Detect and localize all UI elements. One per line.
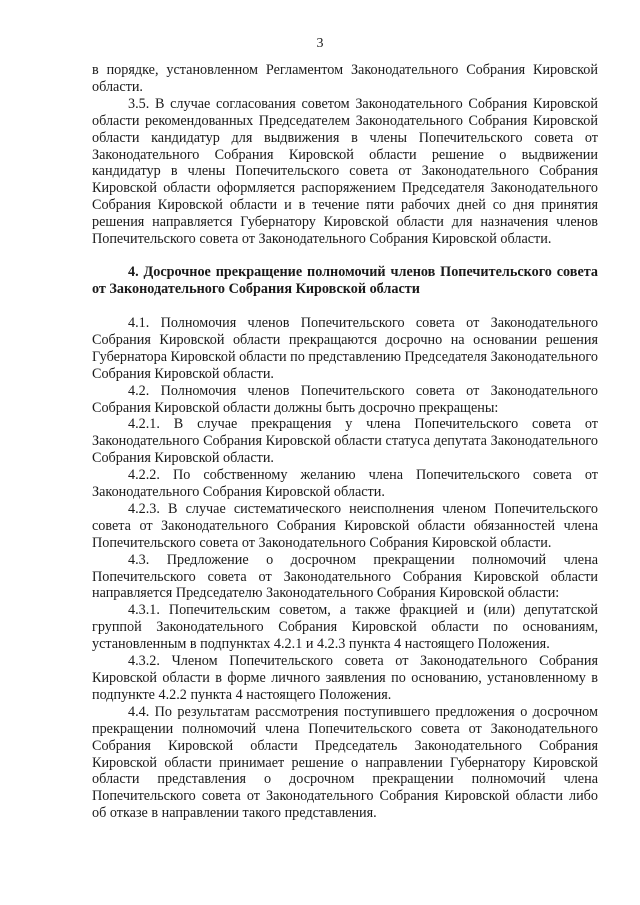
paragraph-4-3-2: 4.3.2. Членом Попечительского совета от Законодательного Собрания Кировской области в форме личного заявления по основанию, установленному в подпункте 4.2.2 пункта 4 настоящего Положения. — [92, 653, 598, 703]
section-4-heading: 4. Досрочное прекращение полномочий членов Попечительского совета от Законодательного Собрания Кировской области — [92, 263, 598, 298]
document-body — [92, 62, 598, 822]
paragraph-4-2-2: 4.2.2. По собственному желанию члена Попечительского совета от Законодательного Собрания Кировской области. — [92, 467, 598, 501]
paragraph-4-3: 4.3. Предложение о досрочном прекращении полномочий члена Попечительского совета от Законодательного Собрания Кировской области направляется Председателю Законодательного Собрания Кировской области: — [92, 551, 598, 602]
paragraph-4-1: 4.1. Полномочия членов Попечительского совета от Законодательного Собрания Кировской области прекращаются досрочно на основании решения Губернатора Кировской области по представлению Председателя Законодательного Собрания Кировской области. — [92, 314, 598, 382]
paragraph-3-5: 3.5. В случае согласования советом Законодательного Собрания Кировской области рекомендованных Председателем Законодательного Собрания Кировской области кандидатур для выдвижения в члены Попечительского совета от Законодательного Собрания Кировской области решение о выдвижении кандидатур в члены Попечительского совета от Законодательного Собрания Кировской области оформляется распоряжением Председателя Законодательного Собрания Кировской области и в течение пяти рабочих дней со дня принятия решения направляется Губернатору Кировской области для назначения членов Попечительского совета от Законодательного Собрания Кировской области. — [92, 95, 598, 248]
paragraph-4-3-1: 4.3.1. Попечительским советом, а также фракцией и (или) депутатской группой Законодательного Собрания Кировской области по основаниям, установленным в подпунктах 4.2.1 и 4.2.3 пункта 4 настоящего Положения. — [92, 602, 598, 653]
paragraph-4-2-1: 4.2.1. В случае прекращения у члена Попечительского совета от Законодательного Собрания Кировской области статуса депутата Законодательного Собрания Кировской области. — [92, 416, 598, 467]
paragraph-4-2: 4.2. Полномочия членов Попечительского совета от Законодательного Собрания Кировской области должны быть досрочно прекращены: — [92, 382, 598, 416]
page-number: 3 — [316, 36, 324, 51]
paragraph-continuation: в порядке, установленном Регламентом Законодательного Собрания Кировской области. — [92, 62, 598, 95]
paragraph-4-2-3: 4.2.3. В случае систематического неисполнения членом Попечительского совета от Законодательного Собрания Кировской области обязанностей члена Попечительского совета от Законодательного Собрания Кировской области. — [92, 500, 598, 551]
paragraph-4-4: 4.4. По результатам рассмотрения поступившего предложения о досрочном прекращении полномочий члена Попечительского совета от Законодательного Собрания Кировской области Председатель Законодательного Собрания Кировской области принимает решение о направлении Губернатору Кировской области представления о досрочном прекращении полномочий члена Попечительского совета от Законодательного Собрания Кировской области либо об отказе в направлении такого представления. — [92, 703, 598, 822]
